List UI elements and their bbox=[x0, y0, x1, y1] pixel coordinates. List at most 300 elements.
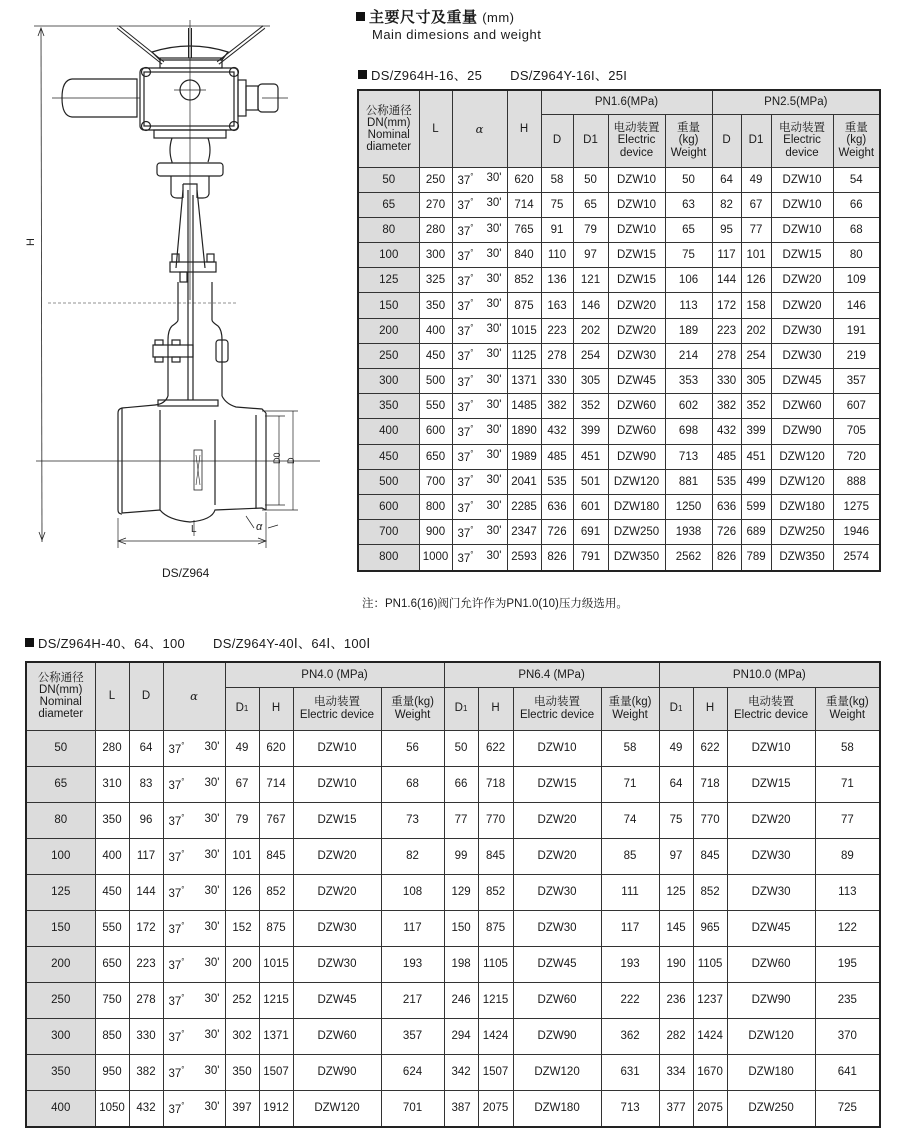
table-cell: DZW60 bbox=[293, 1018, 381, 1054]
d-label: D bbox=[286, 457, 296, 464]
table-cell: 190 bbox=[659, 946, 693, 982]
table-cell: 54 bbox=[833, 167, 880, 192]
table-cell: 1946 bbox=[833, 520, 880, 545]
table-cell: 67 bbox=[225, 766, 259, 802]
table-cell: 49 bbox=[741, 167, 771, 192]
table-cell: 310 bbox=[95, 766, 129, 802]
table-cell: 300 bbox=[358, 369, 419, 394]
table-cell: 122 bbox=[815, 910, 880, 946]
table-cell: 622 bbox=[693, 730, 727, 766]
table-cell: DZW10 bbox=[608, 167, 665, 192]
table-cell: 109 bbox=[833, 268, 880, 293]
cell-alpha: 37° 30' bbox=[452, 369, 507, 394]
table-cell: 270 bbox=[419, 192, 452, 217]
header-d1: D1 bbox=[573, 114, 608, 167]
cell-alpha: 37° 30' bbox=[163, 802, 225, 838]
table-cell: 713 bbox=[601, 1090, 659, 1127]
table1-title bbox=[358, 65, 627, 84]
table-cell: 2285 bbox=[507, 494, 541, 519]
table-cell: 400 bbox=[95, 838, 129, 874]
table-cell: 600 bbox=[419, 419, 452, 444]
table-cell: DZW45 bbox=[293, 982, 381, 1018]
table-cell: 96 bbox=[129, 802, 163, 838]
table-cell: 726 bbox=[712, 520, 741, 545]
table-cell: 600 bbox=[358, 494, 419, 519]
table-cell: 650 bbox=[419, 444, 452, 469]
table-row bbox=[358, 419, 880, 444]
table-cell: 1371 bbox=[259, 1018, 293, 1054]
title-unit: (mm) bbox=[482, 10, 515, 25]
table-cell: 362 bbox=[601, 1018, 659, 1054]
cell-alpha: 37° 30' bbox=[452, 318, 507, 343]
table-cell: DZW10 bbox=[513, 730, 601, 766]
table-row bbox=[358, 318, 880, 343]
cell-alpha: 37° 30' bbox=[163, 838, 225, 874]
table-cell: 129 bbox=[444, 874, 478, 910]
table-cell: 397 bbox=[225, 1090, 259, 1127]
table-cell: DZW60 bbox=[608, 394, 665, 419]
table-row bbox=[358, 268, 880, 293]
table-row bbox=[26, 766, 880, 802]
table-cell: 350 bbox=[419, 293, 452, 318]
table-cell: 246 bbox=[444, 982, 478, 1018]
table-cell: 450 bbox=[95, 874, 129, 910]
table-cell: 64 bbox=[129, 730, 163, 766]
table-cell: 77 bbox=[815, 802, 880, 838]
table-cell: 71 bbox=[815, 766, 880, 802]
table-cell: 101 bbox=[741, 243, 771, 268]
header-d1: D1 bbox=[659, 687, 693, 730]
table-cell: 2574 bbox=[833, 545, 880, 571]
table-cell: DZW10 bbox=[608, 192, 665, 217]
table-cell: 117 bbox=[129, 838, 163, 874]
table-cell: 2593 bbox=[507, 545, 541, 571]
table-cell: 750 bbox=[95, 982, 129, 1018]
table-cell: 765 bbox=[507, 217, 541, 242]
table-cell: 826 bbox=[541, 545, 573, 571]
cell-alpha: 37° 30' bbox=[452, 469, 507, 494]
cell-alpha: 37° 30' bbox=[163, 910, 225, 946]
h-label: H bbox=[25, 238, 37, 246]
alpha-label: α bbox=[256, 521, 263, 533]
cell-alpha: 37° 30' bbox=[452, 494, 507, 519]
table-cell: 2562 bbox=[665, 545, 712, 571]
table-cell: 705 bbox=[833, 419, 880, 444]
table-cell: 400 bbox=[419, 318, 452, 343]
table-cell: 64 bbox=[659, 766, 693, 802]
table-cell: 117 bbox=[601, 910, 659, 946]
l-label: L bbox=[191, 524, 197, 535]
cell-alpha: 37° 30' bbox=[452, 444, 507, 469]
table-cell: 382 bbox=[541, 394, 573, 419]
table-cell: 2041 bbox=[507, 469, 541, 494]
table-cell: 252 bbox=[225, 982, 259, 1018]
table-cell: 450 bbox=[358, 444, 419, 469]
handwheel-icon bbox=[118, 20, 264, 300]
header-d: D bbox=[129, 662, 163, 730]
table-cell: 400 bbox=[358, 419, 419, 444]
table-cell: DZW350 bbox=[608, 545, 665, 571]
table-cell: 198 bbox=[444, 946, 478, 982]
table-cell: 172 bbox=[712, 293, 741, 318]
table-cell: DZW90 bbox=[727, 982, 815, 1018]
table-cell: 377 bbox=[659, 1090, 693, 1127]
table-cell: 250 bbox=[358, 343, 419, 368]
header-d: D bbox=[712, 114, 741, 167]
header-weight: 重量(kg) Weight bbox=[815, 687, 880, 730]
table-cell: DZW90 bbox=[513, 1018, 601, 1054]
table-cell: 1890 bbox=[507, 419, 541, 444]
header-electric: 电动装置 Electric device bbox=[771, 114, 833, 167]
table-cell: 602 bbox=[665, 394, 712, 419]
table1 bbox=[357, 89, 881, 572]
table-cell: 145 bbox=[659, 910, 693, 946]
cell-alpha: 37° 30' bbox=[163, 946, 225, 982]
table-cell: 80 bbox=[26, 802, 95, 838]
table-cell: 1000 bbox=[419, 545, 452, 571]
table-cell: DZW120 bbox=[727, 1018, 815, 1054]
table-cell: 620 bbox=[259, 730, 293, 766]
table-cell: DZW45 bbox=[771, 369, 833, 394]
table-cell: 350 bbox=[26, 1054, 95, 1090]
table-cell: 770 bbox=[478, 802, 513, 838]
page-subtitle: Main dimesions and weight bbox=[372, 27, 542, 42]
table-row bbox=[26, 982, 880, 1018]
table-cell: 845 bbox=[478, 838, 513, 874]
table-cell: 330 bbox=[129, 1018, 163, 1054]
header-d1: D1 bbox=[741, 114, 771, 167]
table-cell: DZW30 bbox=[293, 910, 381, 946]
cell-alpha: 37° 30' bbox=[452, 217, 507, 242]
drawing-caption: DS/Z964 bbox=[162, 566, 210, 580]
table-cell: 125 bbox=[26, 874, 95, 910]
table-cell: 713 bbox=[665, 444, 712, 469]
cell-alpha: 37° 30' bbox=[163, 730, 225, 766]
header-electric: 电动装置 Electric device bbox=[727, 687, 815, 730]
table-cell: 144 bbox=[129, 874, 163, 910]
table-row bbox=[358, 520, 880, 545]
header-d1: D1 bbox=[225, 687, 259, 730]
table-cell: 83 bbox=[129, 766, 163, 802]
table-cell: DZW30 bbox=[727, 874, 815, 910]
table-cell: 350 bbox=[225, 1054, 259, 1090]
cell-alpha: 37° 30' bbox=[452, 419, 507, 444]
table-cell: DZW90 bbox=[771, 419, 833, 444]
table-cell: DZW120 bbox=[513, 1054, 601, 1090]
table-cell: 254 bbox=[573, 343, 608, 368]
table-cell: DZW15 bbox=[293, 802, 381, 838]
table-cell: 254 bbox=[741, 343, 771, 368]
table-cell: 214 bbox=[665, 343, 712, 368]
table-cell: DZW20 bbox=[771, 268, 833, 293]
table-cell: 189 bbox=[665, 318, 712, 343]
table-row bbox=[358, 444, 880, 469]
table-cell: 202 bbox=[741, 318, 771, 343]
table-cell: DZW250 bbox=[771, 520, 833, 545]
table-cell: 125 bbox=[659, 874, 693, 910]
header-alpha: α bbox=[452, 90, 507, 167]
table-cell: DZW60 bbox=[513, 982, 601, 1018]
table2-model-a: DS/Z964H-40、64、100 bbox=[38, 636, 186, 651]
table-cell: DZW350 bbox=[771, 545, 833, 571]
actuator-icon bbox=[52, 68, 288, 139]
table-cell: 305 bbox=[741, 369, 771, 394]
table-cell: 620 bbox=[507, 167, 541, 192]
table-cell: 100 bbox=[26, 838, 95, 874]
table-cell: 66 bbox=[444, 766, 478, 802]
h-dimension-line bbox=[41, 28, 42, 542]
table-cell: 601 bbox=[573, 494, 608, 519]
table-cell: DZW60 bbox=[608, 419, 665, 444]
header-weight: 重量(kg) Weight bbox=[381, 687, 444, 730]
table-cell: 125 bbox=[358, 268, 419, 293]
table-cell: 700 bbox=[358, 520, 419, 545]
cell-alpha: 37° 30' bbox=[452, 293, 507, 318]
table-cell: 158 bbox=[741, 293, 771, 318]
table-cell: 56 bbox=[381, 730, 444, 766]
table-cell: 789 bbox=[741, 545, 771, 571]
table-cell: 357 bbox=[833, 369, 880, 394]
table-cell: 111 bbox=[601, 874, 659, 910]
table-cell: 1485 bbox=[507, 394, 541, 419]
table-cell: 50 bbox=[26, 730, 95, 766]
table-cell: DZW180 bbox=[771, 494, 833, 519]
table-cell: 770 bbox=[693, 802, 727, 838]
table-cell: 217 bbox=[381, 982, 444, 1018]
table-cell: 1050 bbox=[95, 1090, 129, 1127]
valve-drawing bbox=[0, 0, 350, 590]
table2-model-b: DS/Z964Y-40Ⅰ、64Ⅰ、100Ⅰ bbox=[213, 636, 371, 651]
table-cell: 300 bbox=[419, 243, 452, 268]
table-cell: 1105 bbox=[478, 946, 513, 982]
table1-model-b: DS/Z964Y-16I、25I bbox=[510, 68, 628, 83]
table-cell: 65 bbox=[665, 217, 712, 242]
table-cell: 202 bbox=[573, 318, 608, 343]
table-cell: 163 bbox=[541, 293, 573, 318]
table-cell: 58 bbox=[541, 167, 573, 192]
header-electric: 电动装置 Electric device bbox=[513, 687, 601, 730]
table-cell: 636 bbox=[541, 494, 573, 519]
table-cell: 75 bbox=[665, 243, 712, 268]
table-cell: 193 bbox=[601, 946, 659, 982]
table-cell: 50 bbox=[444, 730, 478, 766]
table-cell: 108 bbox=[381, 874, 444, 910]
table-cell: 126 bbox=[741, 268, 771, 293]
table-cell: 767 bbox=[259, 802, 293, 838]
table-cell: 881 bbox=[665, 469, 712, 494]
table-cell: 68 bbox=[833, 217, 880, 242]
table-cell: 485 bbox=[712, 444, 741, 469]
table-cell: DZW10 bbox=[771, 192, 833, 217]
table-row bbox=[26, 1090, 880, 1127]
table-cell: 200 bbox=[358, 318, 419, 343]
table-cell: 550 bbox=[95, 910, 129, 946]
table-cell: 50 bbox=[358, 167, 419, 192]
table-cell: 1912 bbox=[259, 1090, 293, 1127]
header-dn: 公称通径 DN(mm) Nominal diameter bbox=[26, 662, 95, 730]
table-cell: 800 bbox=[358, 545, 419, 571]
header-group-pn100: PN10.0 (MPa) bbox=[659, 662, 880, 687]
table-cell: 172 bbox=[129, 910, 163, 946]
table-cell: 193 bbox=[381, 946, 444, 982]
table-cell: 1215 bbox=[259, 982, 293, 1018]
table-cell: 800 bbox=[419, 494, 452, 519]
table-cell: DZW20 bbox=[727, 802, 815, 838]
table-cell: DZW180 bbox=[727, 1054, 815, 1090]
table-cell: DZW30 bbox=[513, 874, 601, 910]
table-cell: 65 bbox=[26, 766, 95, 802]
table-cell: 852 bbox=[259, 874, 293, 910]
table-cell: 607 bbox=[833, 394, 880, 419]
header-group-pn25: PN2.5(MPa) bbox=[712, 90, 880, 114]
table-row bbox=[358, 469, 880, 494]
table-cell: DZW20 bbox=[771, 293, 833, 318]
table-cell: 342 bbox=[444, 1054, 478, 1090]
header-group-pn16: PN1.6(MPa) bbox=[541, 90, 712, 114]
table-cell: 80 bbox=[833, 243, 880, 268]
table-cell: DZW20 bbox=[608, 293, 665, 318]
table-cell: 58 bbox=[815, 730, 880, 766]
table-cell: 50 bbox=[665, 167, 712, 192]
table-row bbox=[358, 167, 880, 192]
table-cell: 150 bbox=[26, 910, 95, 946]
table-cell: 714 bbox=[259, 766, 293, 802]
cell-alpha: 37° 30' bbox=[163, 1018, 225, 1054]
table-cell: 725 bbox=[815, 1090, 880, 1127]
table-cell: 126 bbox=[225, 874, 259, 910]
table-cell: 67 bbox=[741, 192, 771, 217]
cell-alpha: 37° 30' bbox=[452, 243, 507, 268]
table-cell: 58 bbox=[601, 730, 659, 766]
table-cell: 95 bbox=[712, 217, 741, 242]
table-cell: 300 bbox=[26, 1018, 95, 1054]
header-h: H bbox=[693, 687, 727, 730]
table-cell: DZW20 bbox=[293, 874, 381, 910]
table-cell: 500 bbox=[419, 369, 452, 394]
table-cell: 144 bbox=[712, 268, 741, 293]
table-cell: 77 bbox=[444, 802, 478, 838]
header-h: H bbox=[259, 687, 293, 730]
table-row bbox=[358, 343, 880, 368]
table-cell: 1275 bbox=[833, 494, 880, 519]
header-electric: 电动装置 Electric device bbox=[293, 687, 381, 730]
header-d: D bbox=[541, 114, 573, 167]
table-cell: 718 bbox=[693, 766, 727, 802]
table-cell: 250 bbox=[419, 167, 452, 192]
table-cell: DZW30 bbox=[608, 343, 665, 368]
table-cell: 1507 bbox=[259, 1054, 293, 1090]
table-cell: 75 bbox=[659, 802, 693, 838]
header-d1: D1 bbox=[444, 687, 478, 730]
table-cell: 1989 bbox=[507, 444, 541, 469]
table-cell: 77 bbox=[741, 217, 771, 242]
table-cell: 1125 bbox=[507, 343, 541, 368]
table-cell: 698 bbox=[665, 419, 712, 444]
table-row bbox=[26, 802, 880, 838]
table-cell: 121 bbox=[573, 268, 608, 293]
square-bullet-icon bbox=[356, 12, 365, 21]
table-cell: 550 bbox=[419, 394, 452, 419]
table-cell: 200 bbox=[26, 946, 95, 982]
table-row bbox=[26, 910, 880, 946]
table-cell: 714 bbox=[507, 192, 541, 217]
table-cell: 701 bbox=[381, 1090, 444, 1127]
table2 bbox=[25, 661, 881, 1128]
table-cell: 223 bbox=[541, 318, 573, 343]
table-cell: 451 bbox=[741, 444, 771, 469]
table-cell: DZW15 bbox=[608, 243, 665, 268]
table-cell: 82 bbox=[381, 838, 444, 874]
table-cell: 624 bbox=[381, 1054, 444, 1090]
header-group-pn64: PN6.4 (MPa) bbox=[444, 662, 659, 687]
cell-alpha: 37° 30' bbox=[452, 520, 507, 545]
table-cell: 689 bbox=[741, 520, 771, 545]
table-cell: 353 bbox=[665, 369, 712, 394]
table-cell: 330 bbox=[541, 369, 573, 394]
table-cell: 382 bbox=[712, 394, 741, 419]
table-cell: DZW15 bbox=[727, 766, 815, 802]
table-cell: 99 bbox=[444, 838, 478, 874]
table-cell: 400 bbox=[26, 1090, 95, 1127]
table-cell: 89 bbox=[815, 838, 880, 874]
table-row bbox=[26, 1054, 880, 1090]
table-cell: DZW10 bbox=[771, 167, 833, 192]
cell-alpha: 37° 30' bbox=[452, 167, 507, 192]
table-cell: 850 bbox=[95, 1018, 129, 1054]
table-cell: 352 bbox=[741, 394, 771, 419]
table-cell: 278 bbox=[541, 343, 573, 368]
table-cell: DZW20 bbox=[513, 802, 601, 838]
table-cell: DZW20 bbox=[513, 838, 601, 874]
table-cell: 49 bbox=[659, 730, 693, 766]
table-cell: 499 bbox=[741, 469, 771, 494]
table-cell: 875 bbox=[259, 910, 293, 946]
table-cell: 1507 bbox=[478, 1054, 513, 1090]
table-cell: 1424 bbox=[478, 1018, 513, 1054]
table-cell: DZW90 bbox=[608, 444, 665, 469]
table-cell: 852 bbox=[478, 874, 513, 910]
table-row bbox=[358, 243, 880, 268]
table-cell: 80 bbox=[358, 217, 419, 242]
table-cell: 1424 bbox=[693, 1018, 727, 1054]
table-cell: 370 bbox=[815, 1018, 880, 1054]
cell-alpha: 37° 30' bbox=[452, 268, 507, 293]
table-cell: 79 bbox=[573, 217, 608, 242]
table-cell: 113 bbox=[665, 293, 712, 318]
table-cell: DZW60 bbox=[727, 946, 815, 982]
table-cell: 73 bbox=[381, 802, 444, 838]
table-cell: 191 bbox=[833, 318, 880, 343]
table-row bbox=[358, 369, 880, 394]
table-cell: DZW120 bbox=[771, 444, 833, 469]
table-cell: 2075 bbox=[478, 1090, 513, 1127]
table-cell: 350 bbox=[95, 802, 129, 838]
table-cell: 325 bbox=[419, 268, 452, 293]
header-l: L bbox=[95, 662, 129, 730]
table-cell: 2347 bbox=[507, 520, 541, 545]
cell-alpha: 37° 30' bbox=[452, 343, 507, 368]
table-cell: 150 bbox=[444, 910, 478, 946]
table-cell: 219 bbox=[833, 343, 880, 368]
table-cell: 223 bbox=[712, 318, 741, 343]
table-cell: DZW30 bbox=[513, 910, 601, 946]
table-cell: 97 bbox=[573, 243, 608, 268]
table-row bbox=[358, 217, 880, 242]
table-cell: 71 bbox=[601, 766, 659, 802]
table-cell: 720 bbox=[833, 444, 880, 469]
table-cell: DZW120 bbox=[771, 469, 833, 494]
table-cell: 1237 bbox=[693, 982, 727, 1018]
